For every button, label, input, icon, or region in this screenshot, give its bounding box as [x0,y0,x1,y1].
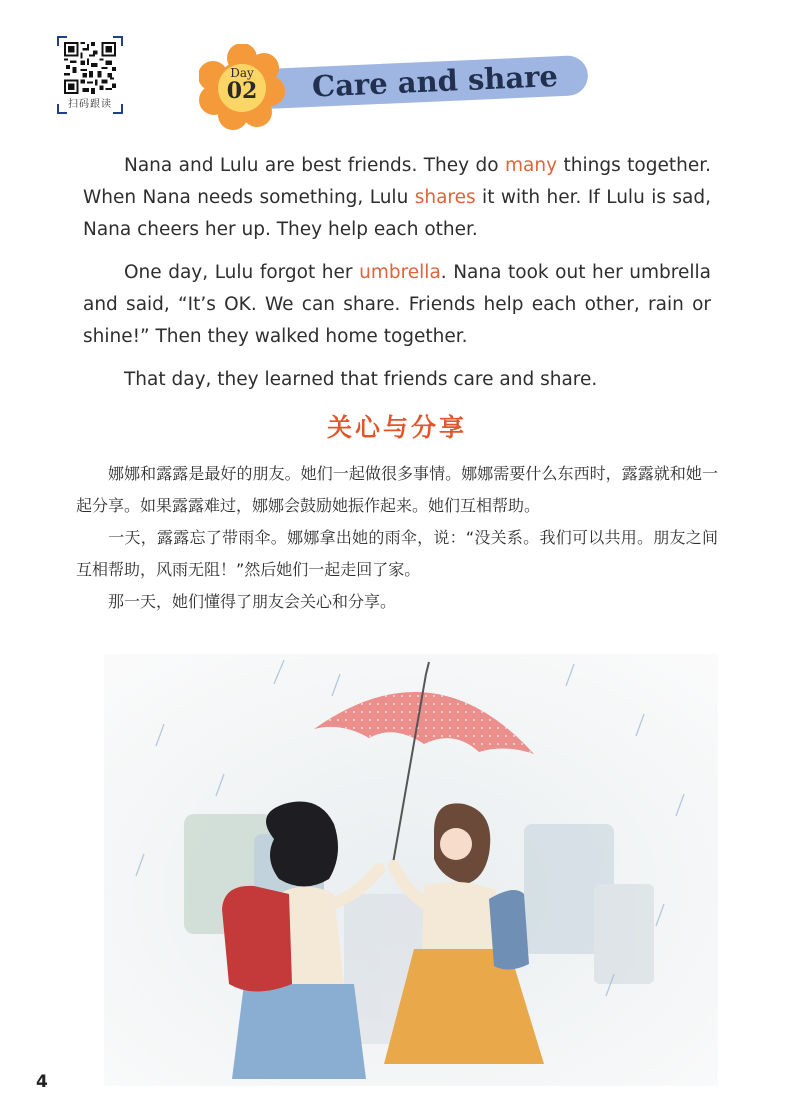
highlighted-word: umbrella [359,262,441,283]
page-number: 4 [36,1072,48,1092]
english-paragraph-3 [83,364,711,396]
english-text-segment: That day, they learned that friends care and share. [124,369,598,390]
chinese-paragraph-3 [76,586,718,618]
day-number: 02 [226,78,258,104]
english-paragraph-2 [83,257,711,353]
chinese-paragraph-2 [76,522,718,586]
highlighted-word: shares [414,187,476,208]
day-label: Day [230,66,254,80]
english-paragraph-1 [83,150,711,246]
english-text-segment: One day, Lulu forgot her [124,262,360,283]
qr-label: 扫码跟读 [68,99,112,110]
page-title: Care and share [311,58,559,104]
english-text-segment: Nana and Lulu are best friends. They do [124,155,506,176]
chinese-paragraph-2-text: 一天，露露忘了带雨伞。娜娜拿出她的雨伞，说：“没关系。我们可以共用。朋友之间互相帮助，风雨无阻！”然后她们一起走回了家。 [76,528,718,579]
two-girls-sharing-umbrella-illustration [104,654,718,1086]
english-text-segment: . Nana took out her umbrella and said, “It’s OK. We can share. Friends help each other, rain or shine!” Then they walked home together. [83,262,711,347]
qr-code-block[interactable] [57,36,123,114]
qr-code-icon[interactable] [64,42,116,94]
chinese-paragraph-1 [76,458,718,522]
chinese-heading: 关心与分享 [326,413,467,442]
highlighted-word: many [505,155,558,176]
english-text-segment: it with her. If Lulu is sad, Nana cheers her up. They help each other. [83,187,711,240]
chinese-paragraph-1-text: 娜娜和露露是最好的朋友。她们一起做很多事情。娜娜需要什么东西时，露露就和她一起分享。如果露露难过，娜娜会鼓励她振作起来。她们互相帮助。 [76,464,718,515]
english-text-segment: things together. When Nana needs something, Lulu [83,155,711,208]
chinese-paragraph-3-text: 那一天，她们懂得了朋友会关心和分享。 [108,592,397,611]
